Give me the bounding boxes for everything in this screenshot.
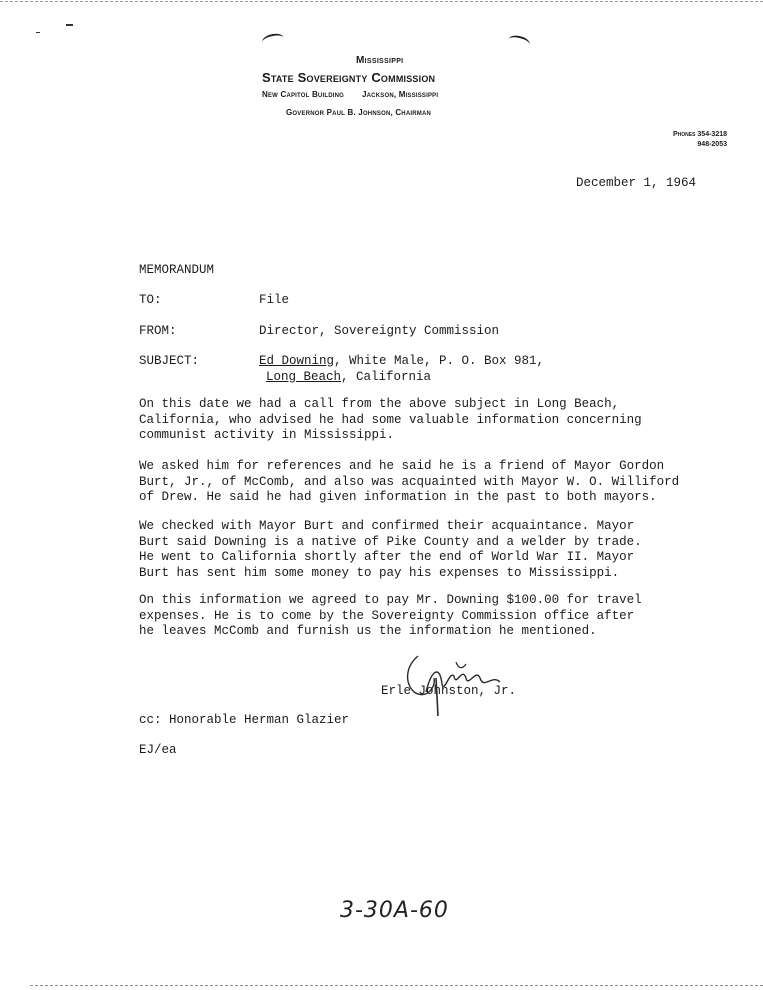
paragraph-line: communist activity in Mississippi. [139,428,395,442]
paragraph-line: Burt has sent him some money to pay his expenses to Mississippi. [139,565,620,580]
subject-name: Ed Downing [259,354,335,368]
handwritten-signature [396,648,516,718]
letterhead-state: Mississippi [356,55,404,66]
subject-label: SUBJECT: [139,354,200,368]
paragraph-line: He went to California shortly after the end of World War II. Mayor [139,550,635,564]
subject-details: , White Male, P. O. Box 981, [334,354,545,368]
paragraph-line: of Drew. He said he had given information in the past to both mayors. [139,490,657,504]
paragraph-3 [139,519,699,581]
paragraph-line: he leaves McComb and furnish us the information he mentioned. [139,624,597,638]
from-value: Director, Sovereignty Commission [259,324,500,338]
scan-speck [66,24,73,26]
signature-name: Erle Johnston, Jr. [381,684,517,698]
cc-line: cc: Honorable Herman Glazier [139,713,350,727]
subject-line-1 [259,354,544,368]
paragraph-line: Burt said Downing is a native of Pike County and a welder by trade. [139,534,642,549]
paragraph-line: Burt, Jr., of McComb, and also was acquainted with Mayor W. O. Williford [139,474,680,489]
from-label: FROM: [139,324,177,338]
paragraph-line: On this date we had a call from the above subject in Long Beach, [139,397,620,411]
subject-city: Long Beach [266,370,342,384]
paragraph-line: California, who advised he had some valuable information concerning [139,412,642,427]
paragraph-4 [139,593,699,640]
to-value: File [259,293,290,307]
paragraph-1 [139,397,699,444]
to-label: TO: [139,293,162,307]
phone-primary: Phones 354-3218 [673,131,727,138]
paragraph-2 [139,459,699,506]
paragraph-line: expenses. He is to come by the Sovereignty Commission office after [139,608,635,623]
paragraph-line: We asked him for references and he said he is a friend of Mayor Gordon [139,459,665,473]
seal-mark-right [507,34,531,51]
memo-type: MEMORANDUM [139,263,215,277]
letterhead-city: Jackson, Mississippi [362,90,439,99]
letterhead-agency: State Sovereignty Commission [262,70,436,85]
subject-line-2 [266,370,431,384]
subject-state: , California [341,370,432,384]
letterhead-phones [673,130,727,150]
scan-speck [36,32,40,33]
seal-mark-left [261,32,285,48]
typist-initials: EJ/ea [139,743,177,757]
scan-edge-bottom [30,985,763,986]
handwritten-file-number: 3-30A-60 [340,898,449,923]
paragraph-line: We checked with Mayor Burt and confirmed their acquaintance. Mayor [139,519,635,533]
letterhead-building: New Capitol Building [262,90,344,99]
memo-date: December 1, 1964 [576,176,697,190]
letterhead-governor: Governor Paul B. Johnson, Chairman [286,108,432,117]
phone-secondary: 948-2053 [697,141,727,148]
scan-edge-top [0,1,763,2]
paragraph-line: On this information we agreed to pay Mr. Downing $100.00 for travel [139,593,642,607]
letterhead-address [262,90,438,99]
